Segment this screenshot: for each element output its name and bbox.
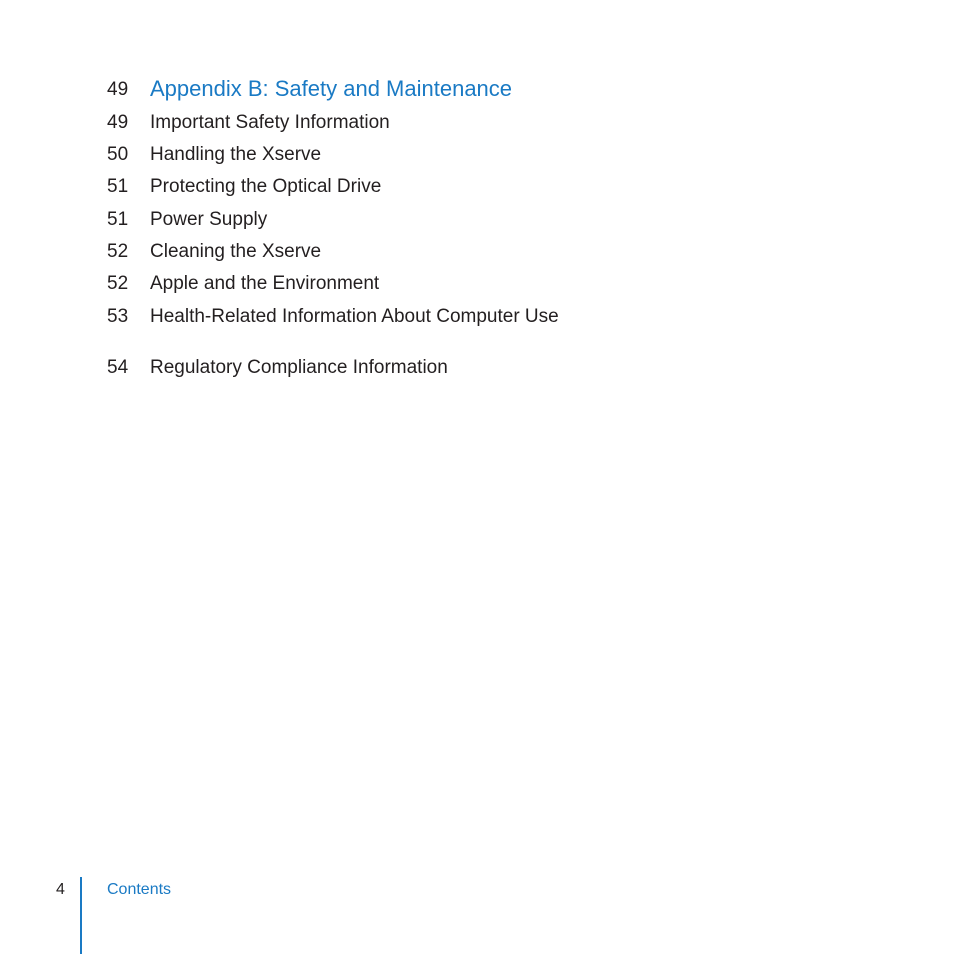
- toc-entry[interactable]: [0, 173, 800, 201]
- toc-entry-title[interactable]: Handling the Xserve: [150, 144, 322, 165]
- toc-entry[interactable]: [0, 238, 800, 266]
- toc-entry-page-number: 52: [107, 273, 129, 294]
- toc-entry-regulatory[interactable]: [0, 354, 800, 382]
- toc-entry[interactable]: [0, 303, 800, 331]
- footer-page-number: 4: [56, 881, 65, 898]
- toc-entry-page-number: 52: [107, 241, 129, 262]
- toc-entry-title[interactable]: Power Supply: [150, 209, 268, 230]
- toc-entry-title[interactable]: Regulatory Compliance Information: [150, 357, 448, 378]
- toc-entry-page-number: 49: [107, 112, 129, 133]
- toc-entry-title[interactable]: Protecting the Optical Drive: [150, 176, 382, 197]
- toc-entry-title[interactable]: Important Safety Information: [150, 112, 390, 133]
- toc-entry-page-number: 50: [107, 144, 129, 165]
- toc-entry-page-number: 54: [107, 357, 129, 378]
- toc-entry[interactable]: [0, 206, 800, 234]
- toc-entry-title[interactable]: Health-Related Information About Computer Use: [150, 306, 559, 327]
- toc-entry-title[interactable]: Cleaning the Xserve: [150, 241, 322, 262]
- footer-divider: [80, 877, 82, 954]
- toc-entry[interactable]: [0, 141, 800, 169]
- footer-section-label: Contents: [107, 881, 172, 898]
- toc-entry-page-number: 53: [107, 306, 129, 327]
- toc-entry-page-number: 51: [107, 209, 129, 230]
- toc-heading-title[interactable]: Appendix B: Safety and Maintenance: [150, 76, 513, 101]
- toc-heading-appendix-b[interactable]: [0, 75, 800, 103]
- toc-entry-title[interactable]: Apple and the Environment: [150, 273, 380, 294]
- toc-heading-page-number: 49: [107, 79, 129, 100]
- toc-entry[interactable]: [0, 270, 800, 298]
- toc-entry[interactable]: [0, 109, 800, 137]
- toc-entry-page-number: 51: [107, 176, 129, 197]
